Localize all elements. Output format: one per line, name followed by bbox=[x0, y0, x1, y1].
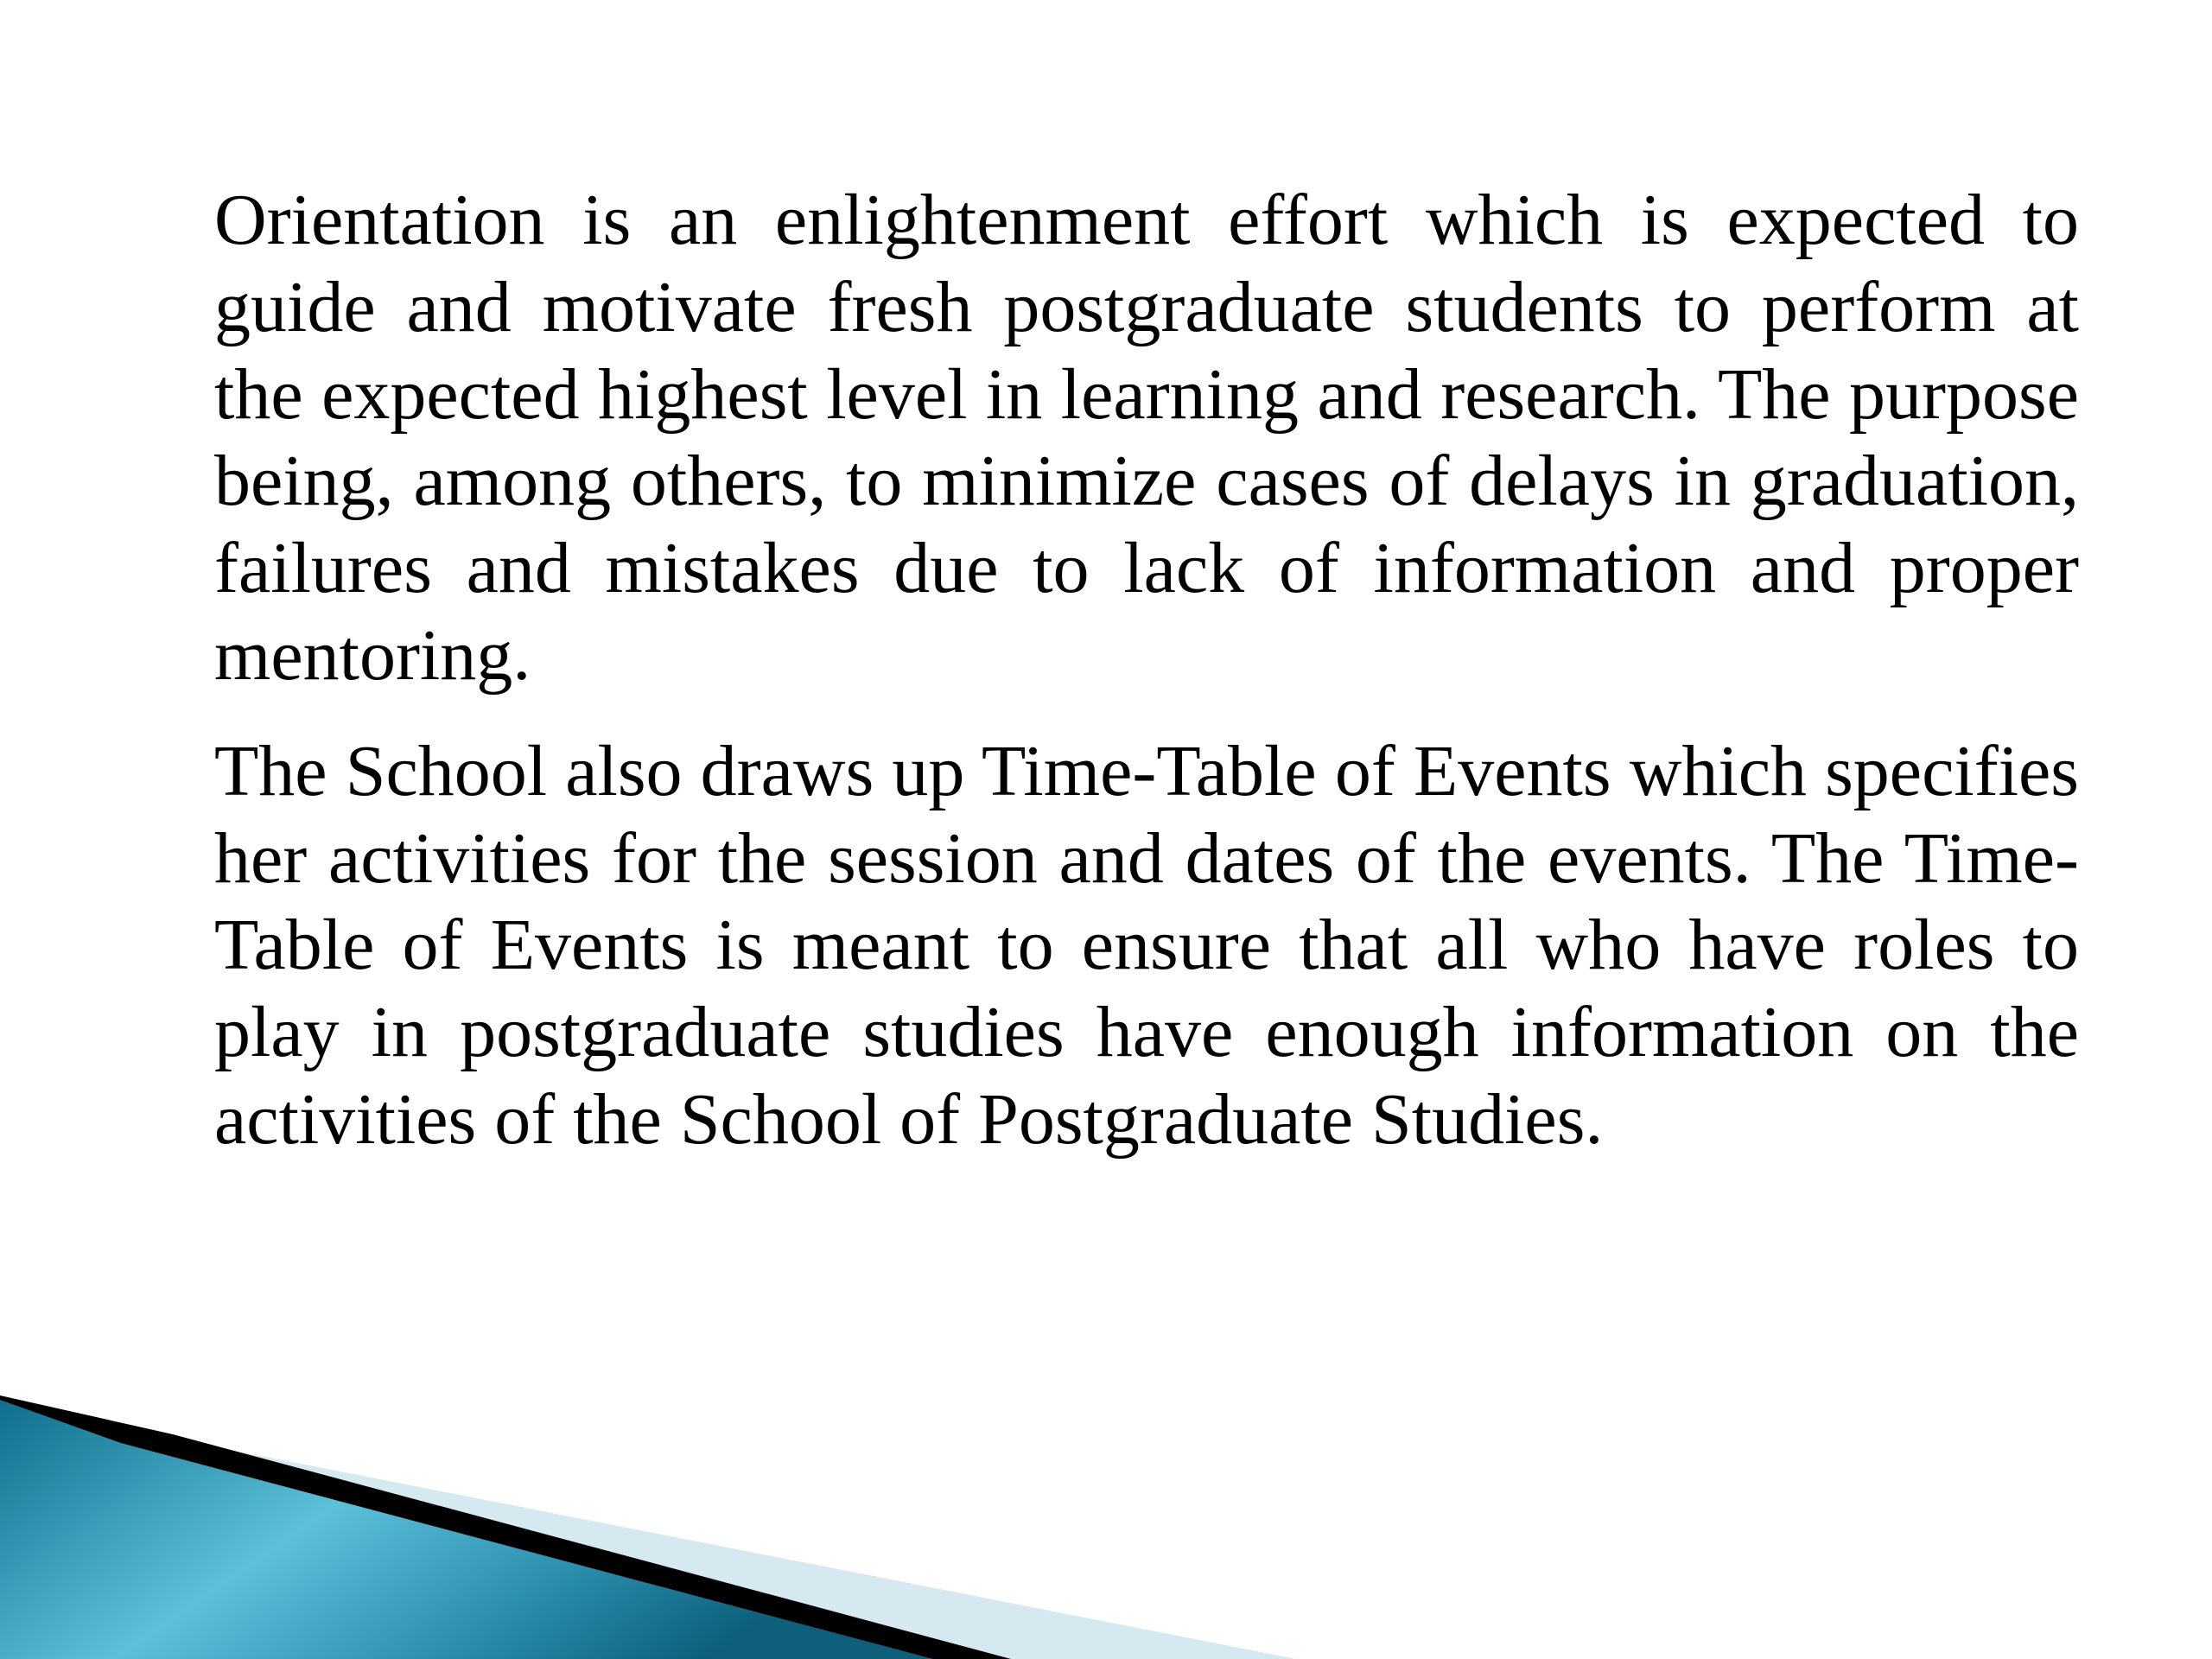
black-band bbox=[0, 1395, 1011, 1659]
teal-band bbox=[0, 1400, 933, 1659]
pale-blue-band bbox=[0, 1400, 1296, 1659]
paragraph-time-table: The School also draws up Time-Table of Events which specifies her activities for the session and dates of the events. The Time-Table of Events is meant to ensure that all who have roles to play in postgraduate studies have enough information on the activities of the School of Postgraduate Studies. bbox=[214, 730, 2079, 1160]
paragraph-orientation: Orientation is an enlightenment effort which is expected to guide and motivate fresh postgraduate students to perform at the expected highest level in learning and research. The purpose being, among others, to minimize cases of delays in graduation, failures and mistakes due to lack of information and proper mentoring. bbox=[214, 180, 2079, 696]
slide-body bbox=[214, 177, 2079, 1192]
